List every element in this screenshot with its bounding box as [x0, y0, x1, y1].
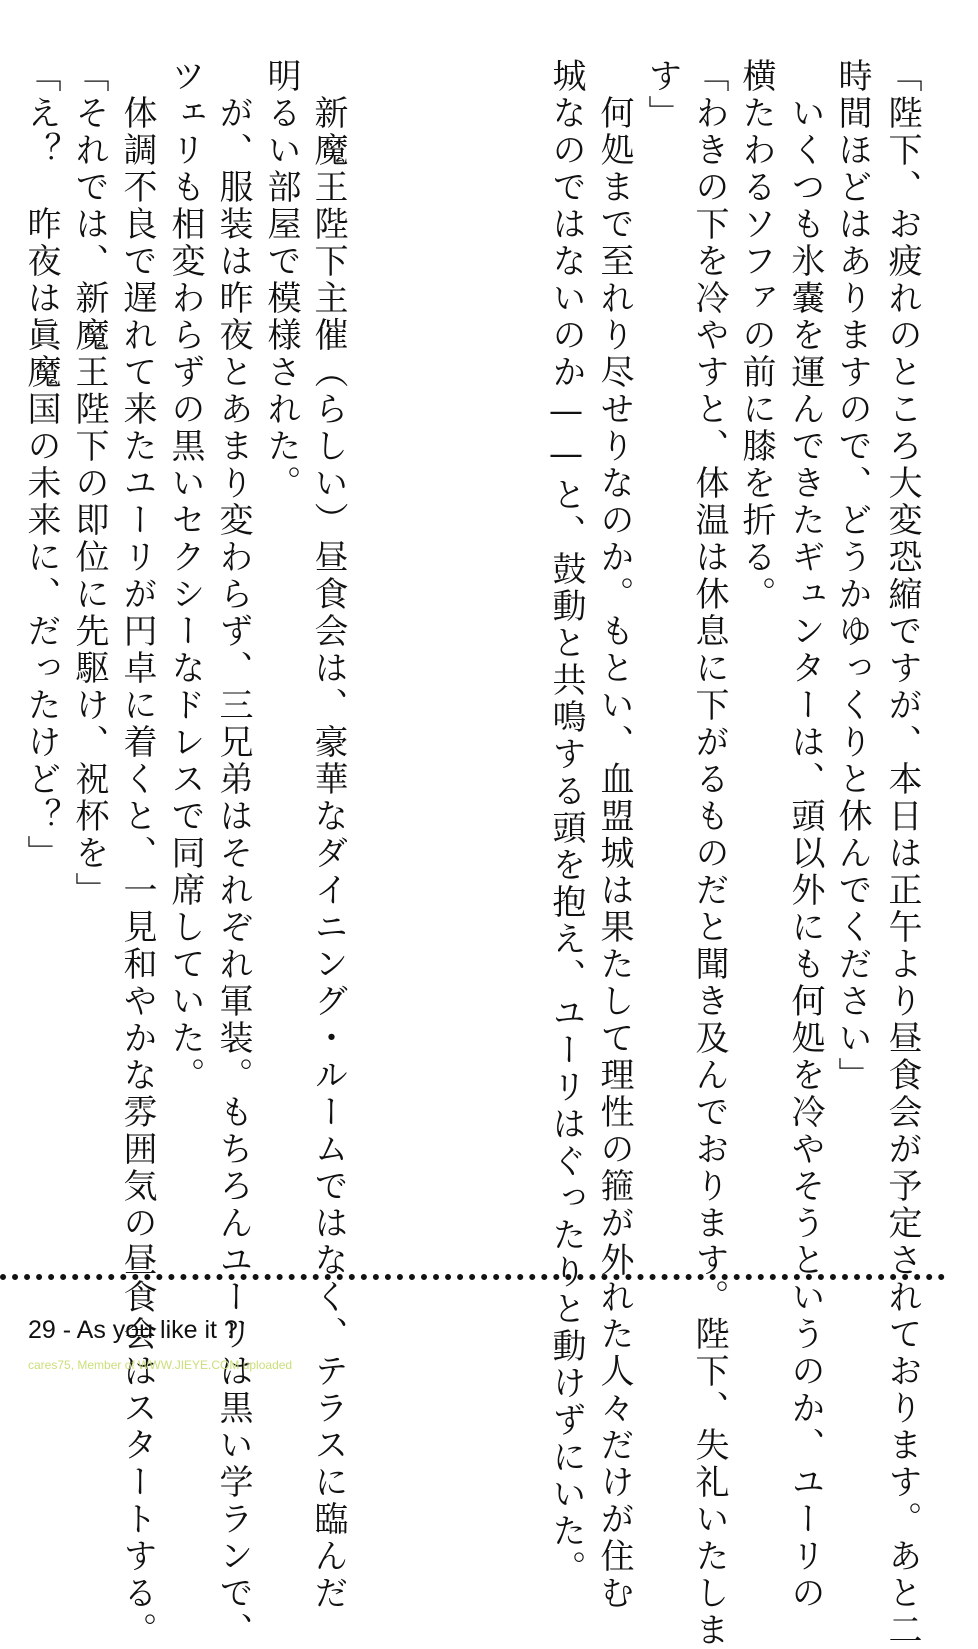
text-column: 新魔王陛下主催（らしい）昼食会は、豪華なダイニング・ルームではなく、テラスに臨んだ [308, 58, 348, 1612]
text-column: 「わきの下を冷やすと、体温は休息に下がるものだと聞き及んでおります。陛下、失礼いたしま [689, 58, 729, 1649]
text-column: 明るい部屋で模様された。 [261, 58, 301, 502]
text-column: ツェリも相変わらずの黒いセクシーなドレスで同席していた。 [165, 58, 205, 1094]
text-column: す」 [642, 58, 682, 132]
text-column: 城なのではないのか——と、鼓動と共鳴する頭を抱え、ユーリはぐったりと動けずにいた。 [546, 58, 586, 1587]
text-column: 横たわるソファの前に膝を折る。 [736, 58, 776, 613]
text-column: 「陛下、お疲れのところ大変恐縮ですが、本日は正午より昼食会が予定されております。あと二 [882, 58, 922, 1649]
text-column: が、服装は昨夜とあまり変わらず、三兄弟はそれぞれ軍装。もちろんユーリは黒い学ランで、 [213, 58, 253, 1649]
text-column: 何処まで至れり尽せりなのか。もとい、血盟城は果たして理性の箍が外れた人々だけが住む [594, 58, 634, 1612]
text-column: 「それでは、新魔王陛下の即位に先駆け、祝杯を」 [69, 58, 109, 909]
dotted-divider [0, 1274, 945, 1280]
chapter-footer-title: 29 - As you like it ? [28, 1316, 238, 1344]
text-column: いくつも氷嚢を運んできたギュンターは、頭以外にも何処を冷やそうというのか、ユーリの [785, 58, 825, 1612]
upload-watermark: cares75, Member of WWW.JIEYE.COM uploaded [28, 1358, 293, 1372]
text-column: 「え？ 昨夜は眞魔国の未来に、だったけど？」 [21, 58, 61, 872]
text-column: 時間ほどはありますので、どうかゆっくりと休んでください」 [832, 58, 872, 1094]
text-column: 体調不良で遅れて来たユーリが円卓に着くと、一見和やかな雰囲気の昼食会はスタートする。 [117, 58, 157, 1649]
